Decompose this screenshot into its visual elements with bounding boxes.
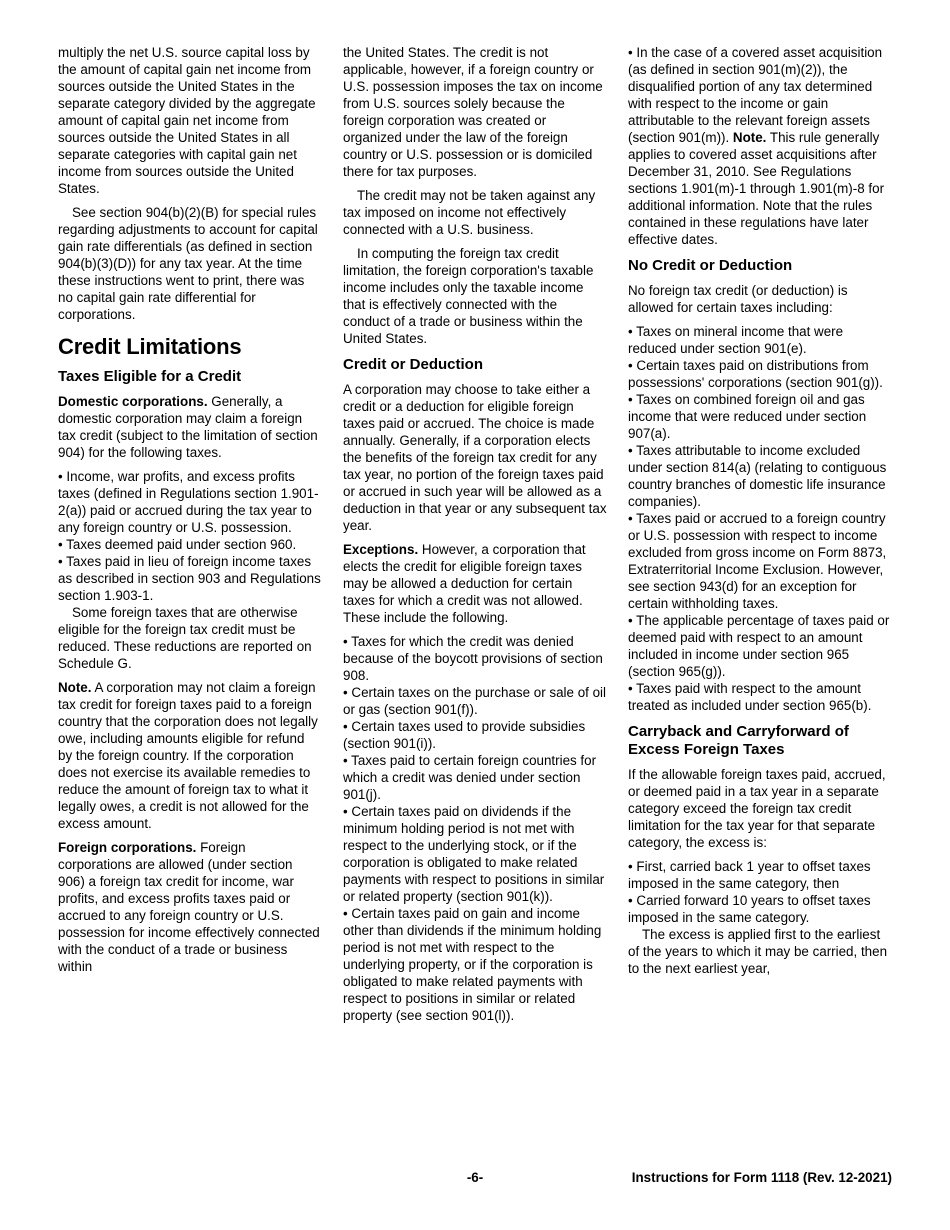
paragraph	[58, 204, 322, 323]
bullet-item	[628, 892, 892, 926]
paragraph	[58, 839, 322, 975]
subsection-heading: No Credit or Deduction	[628, 257, 793, 274]
paragraph	[58, 393, 322, 461]
paragraph	[343, 187, 607, 238]
bullet-item	[628, 510, 892, 612]
section-heading: Credit Limitations	[58, 334, 242, 359]
bullet-icon: •	[628, 45, 637, 60]
body-text: Taxes attributable to income excluded under section 814(a) (relating to contiguous country branches of domestic life insurance companies).	[628, 443, 887, 509]
bullet-item	[58, 553, 322, 604]
body-text: The credit may not be taken against any tax imposed on income not effectively connected with a U.S. business.	[343, 188, 596, 237]
body-text: Generally, a domestic corporation may claim a foreign tax credit (subject to the limitation of section 904) for the following taxes.	[58, 394, 318, 460]
bullet-item	[628, 357, 892, 391]
body-text: The excess is applied first to the earliest of the years to which it may be carried, then to the next earliest year,	[628, 927, 888, 976]
bullet-item	[58, 536, 322, 553]
bullet-icon: •	[628, 324, 637, 339]
body-text: Income, war profits, and excess profits taxes (defined in Regulations section 1.901-2(a)) paid or accrued during the tax year to any foreign country or U.S. possession.	[58, 469, 319, 535]
bullet-item	[628, 612, 892, 680]
bullet-icon: •	[343, 804, 352, 819]
bullet-icon: •	[343, 634, 352, 649]
bullet-item	[343, 718, 607, 752]
body-text: Certain taxes on the purchase or sale of oil or gas (section 901(f)).	[343, 685, 606, 717]
bullet-item	[628, 680, 892, 714]
bold-lead-text: Domestic corporations.	[58, 394, 208, 409]
subsection-heading: Taxes Eligible for a Credit	[58, 368, 242, 385]
footer-doc-title: Instructions for Form 1118 (Rev. 12-2021)	[631, 1170, 892, 1185]
bold-lead-text: Note.	[58, 680, 92, 695]
content-columns	[58, 44, 892, 1024]
body-text: Certain taxes used to provide subsidies (section 901(i)).	[343, 719, 586, 751]
bold-lead-text: Note.	[732, 130, 767, 145]
bullet-icon: •	[628, 392, 637, 407]
bullet-item	[343, 752, 607, 803]
bullet-icon: •	[628, 613, 637, 628]
bullet-item	[628, 858, 892, 892]
body-text: multiply the net U.S. source capital loss by the amount of capital gain net income from sources outside the United States in the separate category divided by the aggregate amount of capital gain net income from sources outside the United States in all separate categories with capital gain net income from sources outside the United States.	[58, 45, 316, 196]
body-text: If the allowable foreign taxes paid, accrued, or deemed paid in a tax year in a separate category exceed the foreign tax credit limitation for the tax year for that separate category, the excess is:	[628, 767, 886, 850]
paragraph	[343, 44, 607, 180]
paragraph	[58, 44, 322, 197]
page-number: -6-	[466, 1170, 484, 1185]
body-text: In computing the foreign tax credit limitation, the foreign corporation's taxable income includes only the taxable income that is effectively connected with the conduct of a trade or business within the United States.	[343, 246, 594, 346]
bullet-item	[58, 468, 322, 536]
bullet-icon: •	[343, 719, 352, 734]
body-text: Taxes paid with respect to the amount treated as included under section 965(b).	[628, 681, 872, 713]
body-text: Certain taxes paid on distributions from possessions' corporations (section 901(g)).	[628, 358, 883, 390]
bullet-item	[628, 442, 892, 510]
subsection-heading: Credit or Deduction	[343, 356, 484, 373]
body-text: Taxes on mineral income that were reduced under section 901(e).	[628, 324, 844, 356]
body-text: No foreign tax credit (or deduction) is allowed for certain taxes including:	[628, 283, 848, 315]
paragraph	[343, 541, 607, 626]
text-column-2	[343, 44, 607, 1024]
bullet-icon: •	[628, 859, 637, 874]
body-text: The applicable percentage of taxes paid or deemed paid with respect to an amount included in income under section 965 (section 965(g)).	[628, 613, 890, 679]
bullet-item	[628, 323, 892, 357]
body-text: Taxes on combined foreign oil and gas income that were reduced under section 907(a).	[628, 392, 867, 441]
paragraph	[343, 381, 607, 534]
body-text: See section 904(b)(2)(B) for special rules regarding adjustments to account for capital gain rate differentials (as defined in section 904(b)(3)(D)) for any tax year. At the time these instructions went to print, there was no capital gain rate differential for corporations.	[58, 205, 318, 322]
body-text: the United States. The credit is not applicable, however, if a foreign country or U.S. possession imposes the tax on income from U.S. sources solely because the foreign corporation was created or organized under the law of the foreign country or U.S. possession or is domiciled there for tax purposes.	[343, 45, 603, 179]
bullet-item	[343, 803, 607, 905]
body-text: However, a corporation that elects the credit for eligible foreign taxes may be allowed a deduction for certain taxes for which a credit was not allowed. These include the following.	[343, 542, 586, 625]
paragraph	[58, 604, 322, 672]
body-text: Certain taxes paid on dividends if the minimum holding period is not met with respect to the underlying stock, or if the corporation is obligated to make related payments with respect to positions in similar or related property (section 901(k)).	[343, 804, 605, 904]
body-text: Taxes for which the credit was denied because of the boycott provisions of section 908.	[343, 634, 603, 683]
bullet-item	[343, 905, 607, 1024]
subsection-heading: Carryback and Carryforward of Excess Foreign Taxes	[628, 723, 849, 758]
bullet-icon: •	[58, 537, 67, 552]
body-text: Carried forward 10 years to offset taxes imposed in the same category.	[628, 893, 871, 925]
bullet-icon: •	[58, 554, 67, 569]
body-text: This rule generally applies to covered asset acquisitions after December 31, 2010. See Regulations sections 1.901(m)-1 through 1.901(m)-8 for additional information. Note that the rules contained in these regulations have later effective dates.	[628, 130, 885, 247]
body-text: A corporation may choose to take either a credit or a deduction for eligible foreign taxes paid or accrued. The choice is made annually. Generally, if a corporation elects the benefits of the foreign tax credit for any tax year, no portion of the foreign taxes paid or accrued in such year will be allowed as a deduction in that year or any subsequent tax year.	[343, 382, 607, 533]
paragraph	[628, 766, 892, 851]
bullet-icon: •	[343, 906, 352, 921]
bullet-icon: •	[343, 685, 352, 700]
paragraph	[343, 245, 607, 347]
bullet-icon: •	[628, 358, 637, 373]
body-text: Taxes paid or accrued to a foreign country or U.S. possession with respect to income excluded from gross income on Form 8873, Extraterritorial Income Exclusion. However, see section 943(d) for an exception for certain withholding taxes.	[628, 511, 887, 611]
paragraph	[628, 282, 892, 316]
paragraph	[628, 926, 892, 977]
bullet-item	[343, 684, 607, 718]
body-text: In the case of a covered asset acquisition (as defined in section 901(m)(2)), the disqualified portion of any tax determined with respect to the income or gain attributable to the relevant foreign assets (section 901(m)).	[628, 45, 883, 145]
body-text: Taxes paid to certain foreign countries for which a credit was denied under section 901(j).	[343, 753, 597, 802]
bullet-icon: •	[343, 753, 352, 768]
bullet-icon: •	[628, 511, 637, 526]
bullet-icon: •	[628, 893, 637, 908]
body-text: A corporation may not claim a foreign tax credit for foreign taxes paid to a foreign country that the corporation does not legally owe, including amounts eligible for refund by the foreign country. If the corporation does not exercise its available remedies to reduce the amount of foreign tax to what it legally owes, a credit is not allowed for the excess amount.	[58, 680, 318, 831]
body-text: First, carried back 1 year to offset taxes imposed in the same category, then	[628, 859, 871, 891]
body-text: Foreign corporations are allowed (under section 906) a foreign tax credit for income, war profits, and excess profits taxes paid or accrued to any foreign country or U.S. possession for income effectively connected with the conduct of a trade or business within	[58, 840, 320, 974]
body-text: Taxes deemed paid under section 960.	[66, 537, 297, 552]
body-text: Certain taxes paid on gain and income other than dividends if the minimum holding period is not met with respect to the underlying property, or if the corporation is obligated to make related payments with respect to positions in similar or related property (see section 901(l)).	[343, 906, 602, 1023]
bullet-icon: •	[628, 443, 637, 458]
text-column-3	[628, 44, 892, 984]
bullet-item	[343, 633, 607, 684]
bullet-item	[628, 44, 892, 248]
body-text: Some foreign taxes that are otherwise eligible for the foreign tax credit must be reduced. These reductions are reported on Schedule G.	[58, 605, 312, 671]
paragraph	[58, 679, 322, 832]
body-text: Taxes paid in lieu of foreign income taxes as described in section 903 and Regulations section 1.903-1.	[58, 554, 321, 603]
bold-lead-text: Foreign corporations.	[58, 840, 197, 855]
bold-lead-text: Exceptions.	[343, 542, 419, 557]
bullet-icon: •	[628, 681, 637, 696]
bullet-item	[628, 391, 892, 442]
page-footer	[58, 1170, 892, 1188]
text-column-1	[58, 44, 322, 982]
bullet-icon: •	[58, 469, 67, 484]
